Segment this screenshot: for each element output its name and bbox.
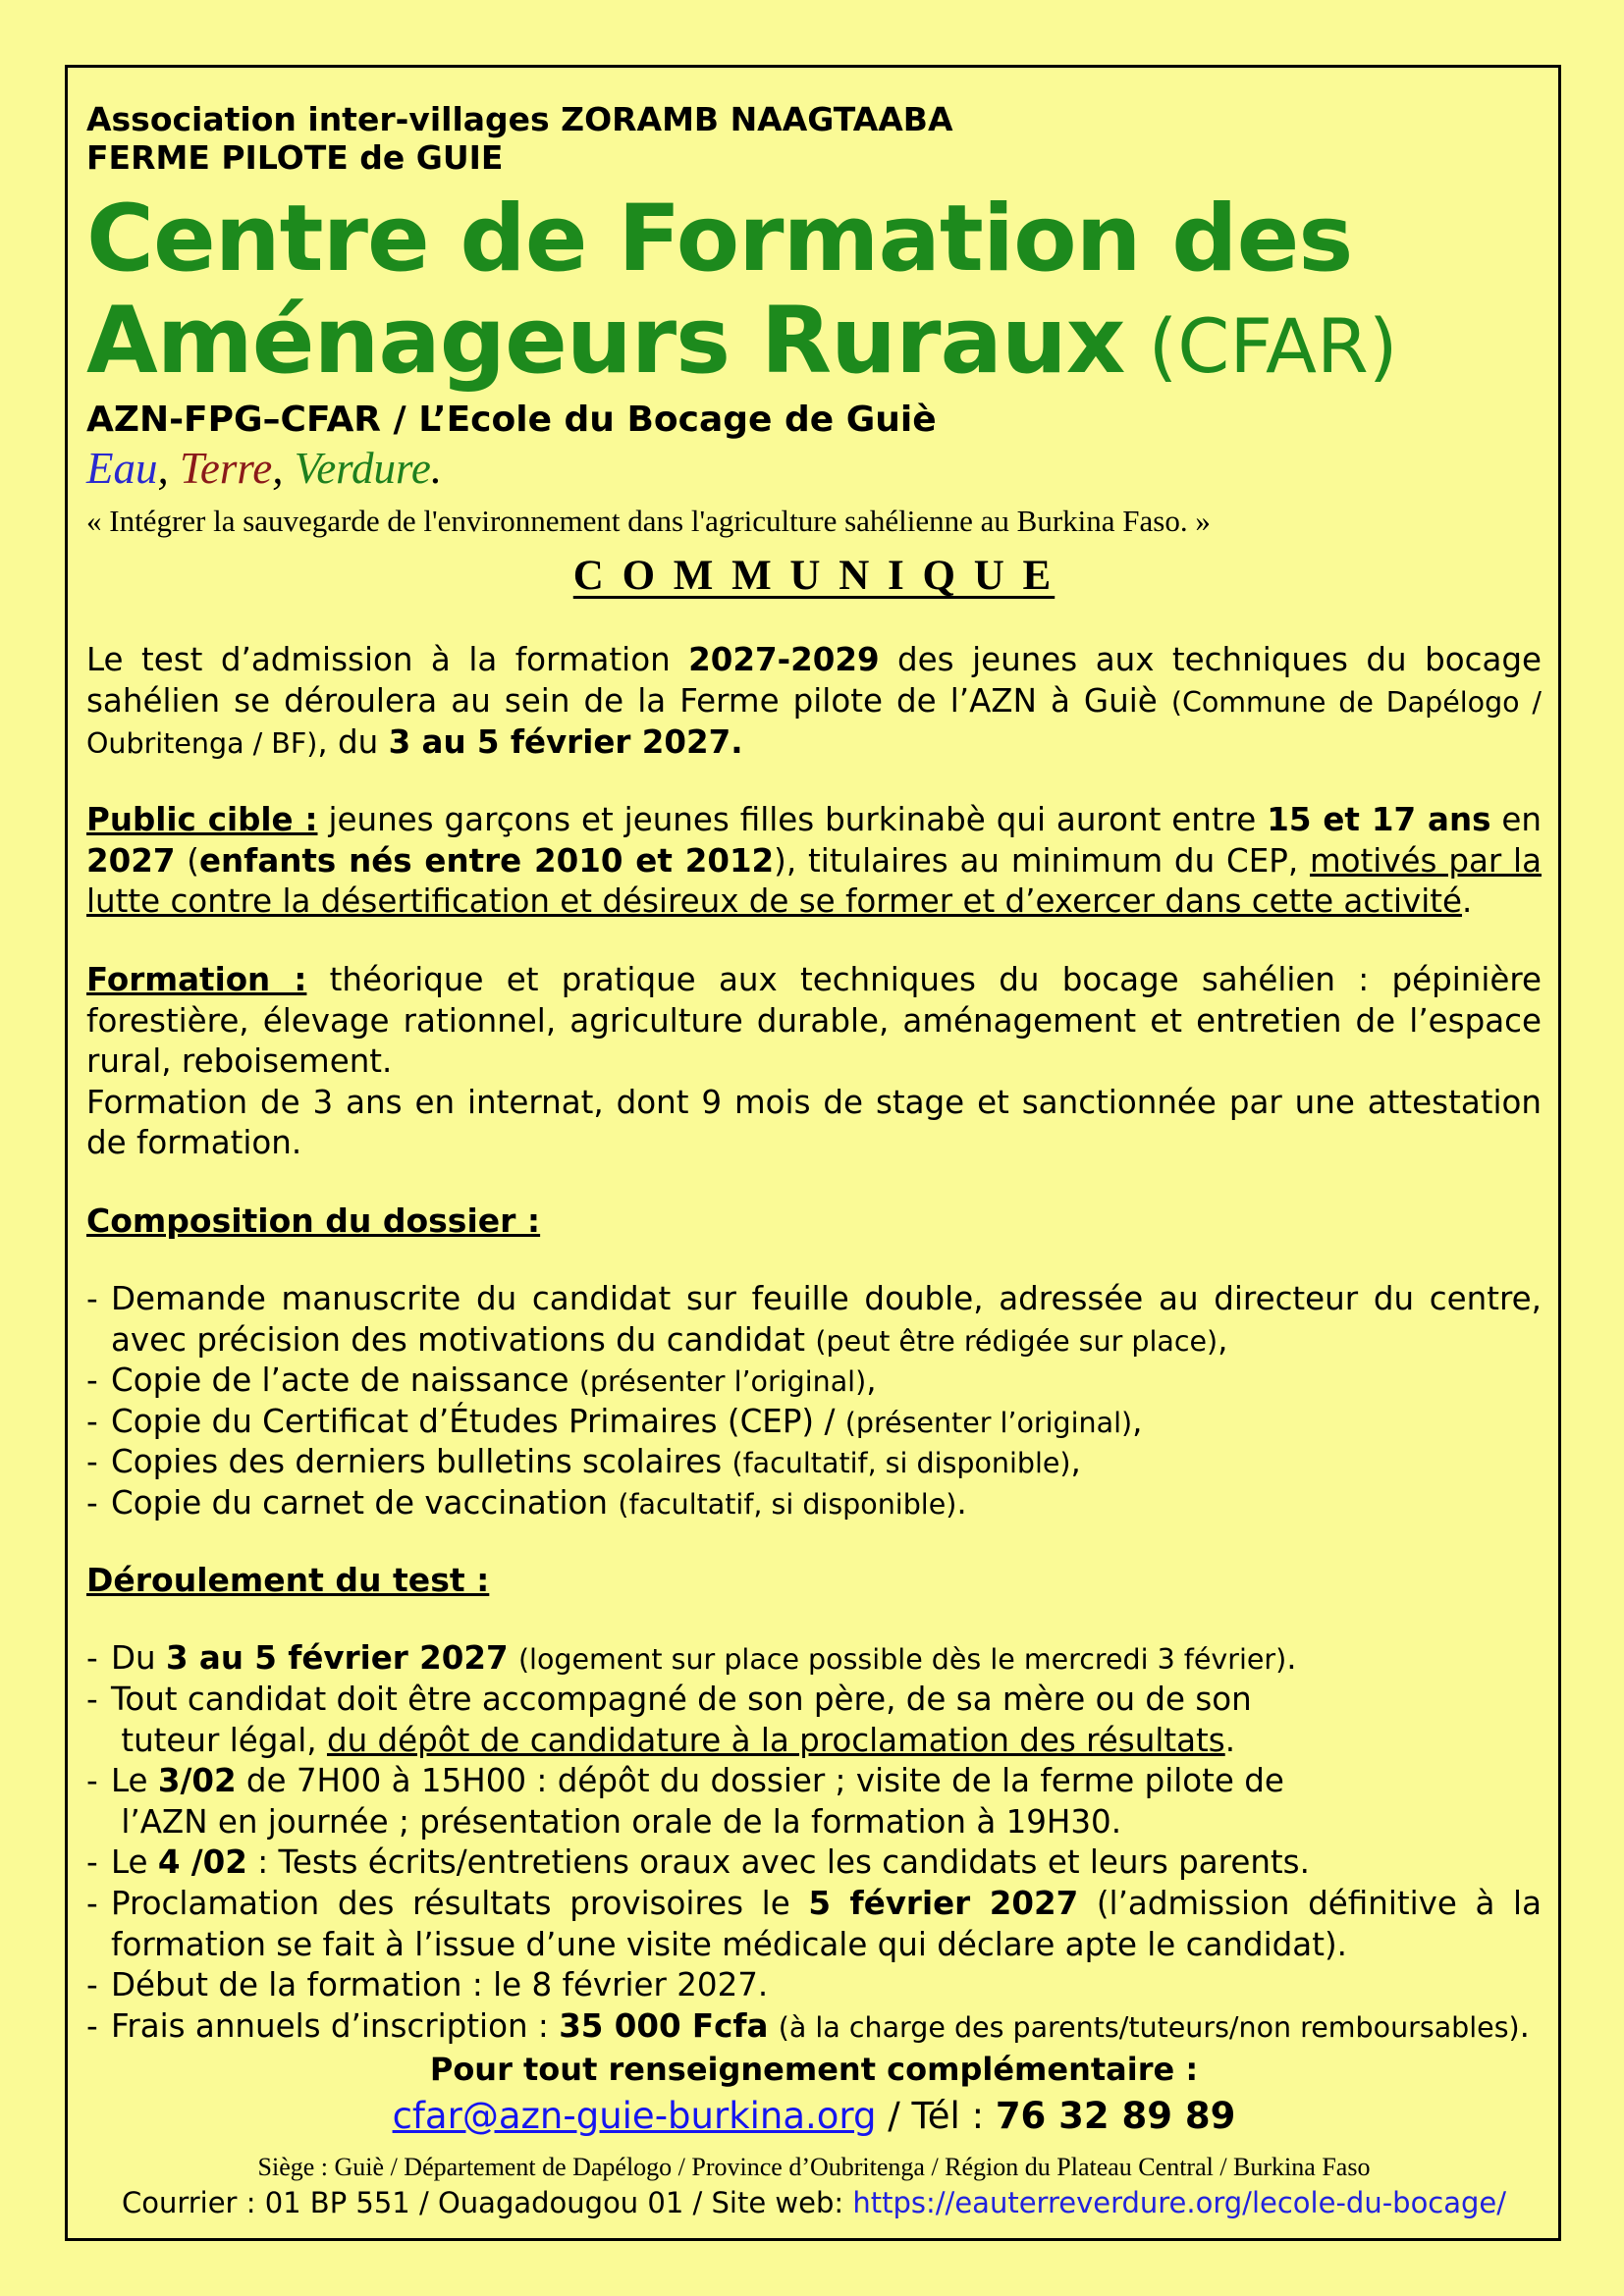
bullet-dash: - [86, 1402, 98, 1440]
contact-line [86, 2093, 1542, 2140]
bullet-dash: - [86, 1843, 98, 1882]
list-item [86, 1884, 1542, 1965]
list-item [86, 1638, 1542, 1680]
list-item [86, 1842, 1542, 1884]
bullet-dash: - [86, 1681, 98, 1719]
bullet-dash: - [86, 1885, 98, 1923]
heading-composition-dossier: Composition du dossier : [86, 1201, 541, 1240]
bullet-dash: - [86, 1483, 98, 1522]
list-item [86, 1761, 1542, 1842]
footer-courrier-label: Courrier : 01 BP 551 / Ouagadougou 01 / Site web: [121, 2186, 853, 2220]
contact-title: Pour tout renseignement complémentaire : [429, 2051, 1199, 2089]
dossier-item-acte-naissance: Copie de l’acte de naissance (présenter l’original), [111, 1362, 877, 1400]
footer-courrier [86, 2185, 1542, 2222]
test-item-dates: Du 3 au 5 février 2027 (logement sur place possible dès le mercredi 3 février). [111, 1639, 1297, 1678]
org-farm-line: FERME PILOTE de GUIE [86, 137, 504, 177]
bullet-dash: - [86, 1279, 98, 1317]
dossier-item-demande: Demande manuscrite du candidat sur feuille double, adressée au directeur du centre, avec précision des motivations du candidat (peut être rédigée sur place), [111, 1279, 1542, 1359]
bullet-dash: - [86, 1362, 98, 1400]
test-item-accompagnement: Tout candidat doit être accompagné de son père, de sa mère ou de son tuteur légal, du dépôt de candidature à la proclamation des résultats. [111, 1681, 1252, 1759]
subtitle: AZN-FPG–CFAR / L’Ecole du Bocage de Guiè [86, 400, 937, 440]
dossier-item-cep: Copie du Certificat d’Études Primaires (CEP) / (présenter l’original), [111, 1402, 1143, 1440]
page-title [86, 186, 1542, 395]
heading-deroulement-test: Déroulement du test : [86, 1561, 490, 1600]
list-item [86, 1483, 1542, 1524]
paragraph-formation-duree: Formation de 3 ans en internat, dont 9 mois de stage et sanctionnée par une attestation de formation. [86, 1083, 1542, 1162]
dossier-item-bulletins: Copies des derniers bulletins scolaires (facultatif, si disponible), [111, 1443, 1081, 1481]
motto: Eau, Terre, Verdure. [86, 444, 443, 493]
website-link[interactable]: https://eauterreverdure.org/lecole-du-bocage/ [852, 2186, 1507, 2220]
bullet-dash: - [86, 2006, 98, 2045]
bullet-dash: - [86, 1443, 98, 1481]
page-title-acronym: (CFAR) [1124, 301, 1398, 390]
list-item [86, 1402, 1542, 1443]
bullet-dash: - [86, 1762, 98, 1800]
bullet-dash: - [86, 1966, 98, 2004]
test-item-proclamation: Proclamation des résultats provisoires le 5 février 2027 (l’admission définitive à la formation se fait à l’issue d’une visite médicale qui déclare apte le candidat). [111, 1885, 1542, 1963]
phone-number: 76 32 89 89 [995, 2094, 1236, 2137]
test-item-frais: Frais annuels d’inscription : 35 000 Fcfa (à la charge des parents/tuteurs/non remboursables). [111, 2006, 1531, 2045]
page-title-main: Centre de Formation des Aménageurs Ruraux [86, 186, 1353, 395]
paragraph-formation: Formation : théorique et pratique aux techniques du bocage sahélien : pépinière forestière, élevage rationnel, agriculture durable, aménagement et entretien de l’espace rural, reboisement. [86, 960, 1542, 1081]
paragraph-intro: Le test d’admission à la formation 2027-2029 des jeunes aux techniques du bocage sahélien se déroulera au sein de la Ferme pilote de l’AZN à Guiè (Commune de Dapélogo / Oubritenga / BF), du 3 au 5 février 2027. [86, 641, 1543, 761]
list-item [86, 1279, 1542, 1361]
communique-sheet [65, 65, 1561, 2241]
list-item [86, 2006, 1542, 2048]
list-composition [86, 1279, 1542, 1524]
footer-siege: Siège : Guiè / Département de Dapélogo / Province d’Oubritenga / Région du Plateau Central / Burkina Faso [257, 2152, 1371, 2181]
test-item-3-fevrier: Le 3/02 de 7H00 à 15H00 : dépôt du dossier ; visite de la ferme pilote de l’AZN en journée ; présentation orale de la formation à 19H30. [111, 1762, 1284, 1841]
list-item [86, 1680, 1542, 1761]
list-item [86, 1965, 1542, 2006]
paragraph-public-cible: Public cible : jeunes garçons et jeunes filles burkinabè qui auront entre 15 et 17 ans en 2027 (enfants nés entre 2010 et 2012), titulaires au minimum du CEP, motivés par la lutte contre la désertification et désireux de se former et d’exercer dans cette activité. [86, 801, 1543, 921]
list-item [86, 1442, 1542, 1483]
test-item-debut-formation: Début de la formation : le 8 février 2027. [111, 1966, 769, 2004]
list-deroulement [86, 1638, 1542, 2047]
bullet-dash: - [86, 1639, 98, 1678]
communique-heading: C O M M U N I Q U E [572, 552, 1056, 599]
contact-separator: / Tél : [876, 2094, 996, 2137]
dossier-item-vaccination: Copie du carnet de vaccination (facultatif, si disponible). [111, 1483, 967, 1522]
list-item [86, 1361, 1542, 1402]
email-link[interactable]: cfar@azn-guie-burkina.org [392, 2094, 877, 2137]
test-item-4-fevrier: Le 4 /02 : Tests écrits/entretiens oraux avec les candidats et leurs parents. [111, 1843, 1310, 1882]
quote-line: « Intégrer la sauvegarde de l'environnement dans l'agriculture sahélienne au Burkina Faso. » [86, 503, 1211, 538]
org-name-line: Association inter-villages ZORAMB NAAGTAABA [86, 100, 953, 138]
